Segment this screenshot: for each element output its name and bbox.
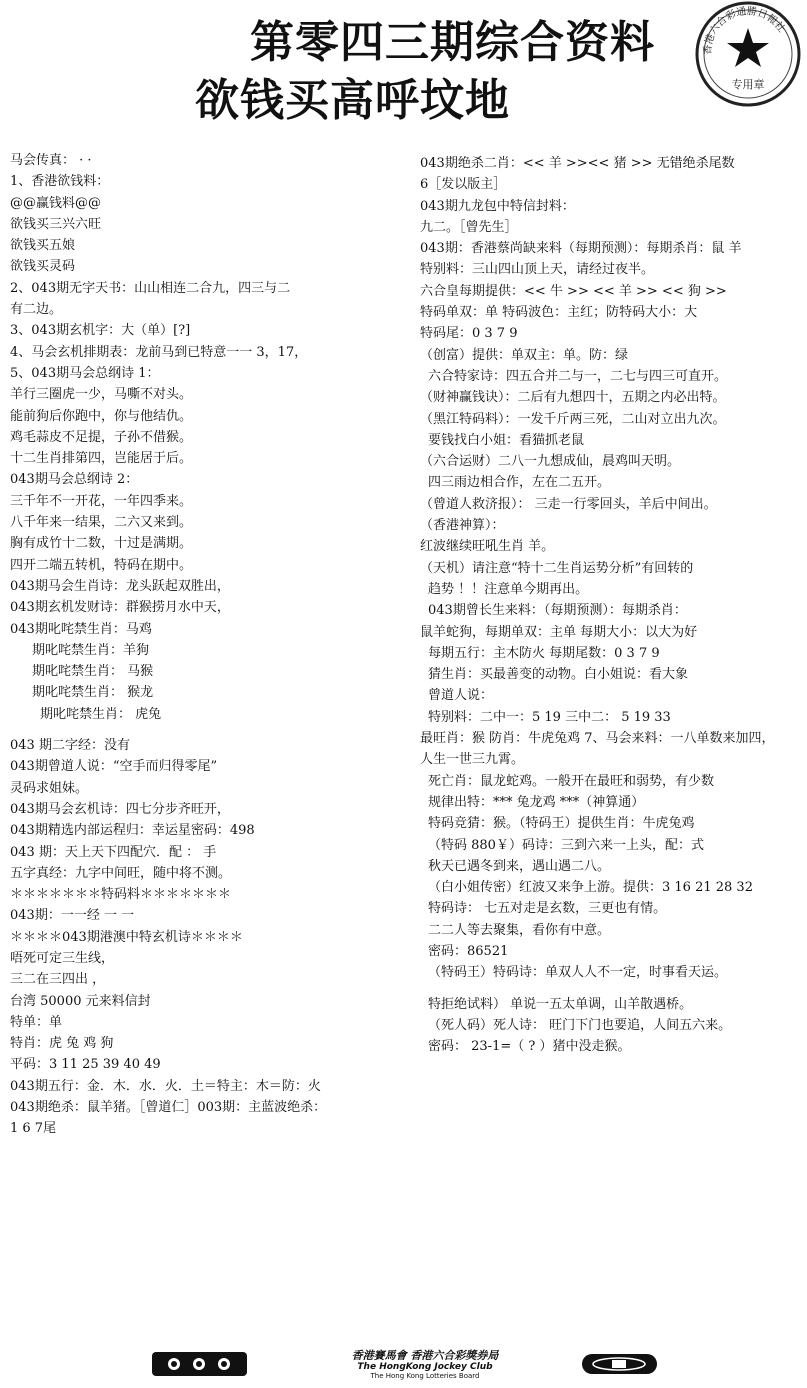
text-line: 期叱咤禁生肖：羊狗 bbox=[32, 642, 150, 658]
page-title: 第零四三期综合资料 bbox=[250, 17, 655, 68]
text-line: （特码 880￥）码诗：三到六来一上头，配：式 bbox=[428, 837, 704, 853]
star-icon bbox=[727, 28, 769, 67]
spacer bbox=[10, 725, 405, 735]
lotteries-logo-icon bbox=[152, 1352, 247, 1376]
text-line: 密码： 23-1=（ ? ）猪中没走猴。 bbox=[428, 1039, 631, 1055]
text-line: 六合特家诗：四五合并二与一，二七与四三可直开。 bbox=[428, 368, 728, 384]
text-line: 四开二端五转机，特码在期中。 bbox=[10, 557, 193, 573]
text-line: 特码尾：0 3 7 9 bbox=[420, 326, 518, 342]
text-line: 期叱咤禁生肖： 猴龙 bbox=[32, 685, 154, 701]
text-line: 特别料：三山四山顶上天，请经过夜半。 bbox=[420, 262, 655, 278]
text-line: 九二。［曾先生］ bbox=[420, 219, 518, 235]
text-line: 043期玄机发财诗：群猴捞月水中天， bbox=[10, 600, 230, 616]
text-line: 欲钱买五娘 bbox=[10, 238, 76, 254]
text-line: 特码诗： 七五对走是玄数，三更也有情。 bbox=[428, 901, 667, 917]
text-line: 043期五行：金．木．水．火．土＝特主：木＝防：火 bbox=[10, 1078, 321, 1094]
text-line: 每期五行：主木防火 每期尾数：0 3 7 9 bbox=[428, 645, 660, 661]
page-subtitle: 欲钱买高呼坟地 bbox=[195, 75, 510, 126]
text-line: 043期曾长生来料：（每期预测）：每期杀肖： bbox=[428, 603, 687, 619]
text-line: 鼠羊蛇狗，每期单双：主单 每期大小：以大为好 bbox=[420, 624, 698, 640]
text-line: 台湾 50000 元来料信封 bbox=[10, 993, 151, 1009]
text-line: 猜生肖：买最善变的动物。白小姐说：看大象 bbox=[428, 667, 689, 683]
text-line: 特拒绝试料） 单说一五太单调，山羊散遇桥。 bbox=[428, 996, 693, 1012]
text-line: 人生一世三九霄。 bbox=[420, 752, 525, 768]
text-line: 3、043期玄机字：大（单）[?] bbox=[10, 323, 191, 339]
footer-cn: 香港賽馬會 香港六合彩獎券局 bbox=[351, 1349, 499, 1362]
text-line: 043期曾道人说：“空手而归得零尾” bbox=[10, 759, 218, 775]
text-line: 特肖：虎 兔 鸡 狗 bbox=[10, 1036, 114, 1052]
text-line: 红波继续旺吼生肖 羊。 bbox=[420, 539, 555, 555]
text-line: 羊行三圈虎一少，马嘶不对头。 bbox=[10, 387, 193, 403]
text-line: 043 期二字经：没有 bbox=[10, 738, 130, 754]
text-line: 四三雨边相合作，左在二五开。 bbox=[428, 475, 611, 491]
text-line: （天机）请注意“特十二生肖运势分析”有回转的 bbox=[420, 560, 694, 576]
text-line: 密码：86521 bbox=[428, 943, 509, 959]
text-line: 043期：香港蔡尚缺来料（每期预测）：每期杀肖：鼠 羊 bbox=[420, 241, 742, 257]
text-line: 欲钱买三兴六旺 bbox=[10, 216, 102, 232]
text-line: ＊＊＊＊043期港澳中特玄机诗＊＊＊＊ bbox=[10, 929, 243, 945]
text-line: 二二人等去聚集，看你有中意。 bbox=[428, 922, 611, 938]
text-line: 1 6 7尾 bbox=[10, 1121, 57, 1137]
text-line: （白小姐传密）红波又来争上游。提供：3 16 21 28 32 bbox=[428, 880, 753, 896]
footer bbox=[0, 1350, 807, 1380]
text-line: 043期马会生肖诗：龙头跃起双胜出， bbox=[10, 578, 230, 594]
text-line: 最旺肖：猴 防肖：牛虎兔鸡 7、马会来料：一八单数来加四， bbox=[420, 731, 775, 747]
text-line: 043 期：天上天下四配穴．配 ： 手 bbox=[10, 844, 217, 860]
text-line: 有二边。 bbox=[10, 302, 63, 318]
text-line: （特码王）特码诗：单双人人不一定，时事看天运。 bbox=[428, 965, 728, 981]
text-line: 1、香港欲钱料： bbox=[10, 174, 110, 190]
text-line: （财神赢钱诀）：二后有九想四十，五期之内必出特。 bbox=[420, 390, 726, 406]
text-line: 三千年不一开花，一年四季来。 bbox=[10, 493, 193, 509]
text-line: 2、043期无字天书：山山相连二合九，四三与二 bbox=[10, 280, 291, 296]
text-line: （创富）提供：单双主：单。防：绿 bbox=[420, 347, 629, 363]
text-line: 043期：一一经 一 一 bbox=[10, 908, 135, 924]
text-line: 能前狗后你跑中，你与他结仇。 bbox=[10, 408, 193, 424]
text-line: 043期马会玄机诗：四七分步齐旺开， bbox=[10, 801, 230, 817]
text-line: 特单：单 bbox=[10, 1014, 63, 1030]
left-column bbox=[10, 150, 405, 1140]
text-line: 秋天已遇冬到来，遇山遇二八。 bbox=[428, 858, 611, 874]
text-line: 灵码求姐妹。 bbox=[10, 780, 89, 796]
text-line: 唔死可定三生线， bbox=[10, 950, 115, 966]
footer-en2: The Hong Kong Lotteries Board bbox=[370, 1372, 480, 1380]
text-line: 规律出特：*** 兔龙鸡 ***（神算通） bbox=[428, 794, 645, 810]
text-line: 043期绝杀：鼠羊猪。［曾道仁］003期：主蓝波绝杀： bbox=[10, 1100, 327, 1116]
text-line: 特码单双：单 特码波色：主红；防特码大小：大 bbox=[420, 305, 698, 321]
text-line: 特别料：二中一：5 19 三中二： 5 19 33 bbox=[428, 709, 671, 725]
text-line: 043期叱咤禁生肖：马鸡 bbox=[10, 621, 152, 637]
right-column bbox=[420, 153, 805, 1057]
text-line: 胸有成竹十二数，十过是满期。 bbox=[10, 536, 193, 552]
text-line: 三二在三四出 ， bbox=[10, 972, 106, 988]
text-line: 十二生肖排第四，岂能居于后。 bbox=[10, 451, 193, 467]
text-line: 趋势 ！！注意单今期再出。 bbox=[428, 581, 589, 597]
text-line: （六合运财）二八一九想成仙，晨鸡叫天明。 bbox=[420, 454, 681, 470]
text-line: 马会传真： · · bbox=[10, 153, 92, 168]
text-line: 曾道人说： bbox=[428, 688, 494, 704]
official-seal bbox=[694, 0, 802, 108]
footer-en: The HongKong Jockey Club bbox=[357, 1362, 493, 1372]
text-line: 特码竞猜：猴。（特码王）提供生肖：牛虎兔鸡 bbox=[428, 816, 695, 832]
text-line: 043期精选内部运程归：幸运星密码：498 bbox=[10, 823, 255, 839]
text-line: 043期九龙包中特信封料： bbox=[420, 198, 575, 214]
text-line: （死人码）死人诗： 旺门下门也要追，人间五六来。 bbox=[428, 1017, 732, 1033]
text-line: （曾道人救济报）： 三走一行零回头，羊后中间出。 bbox=[420, 496, 717, 512]
text-line: 要钱找白小姐：看猫抓老鼠 bbox=[428, 432, 585, 448]
jockey-club-logo-icon bbox=[582, 1354, 657, 1374]
text-line: 八千年来一结果，二六又来到。 bbox=[10, 515, 193, 531]
text-line: 5、043期马会总纲诗 1： bbox=[10, 365, 160, 381]
seal-bottom-text: 专用章 bbox=[731, 78, 765, 91]
seal-text: 香港六合彩通勝日報社 bbox=[702, 6, 787, 55]
text-line: ＊＊＊＊＊＊＊特码料＊＊＊＊＊＊＊ bbox=[10, 887, 232, 903]
text-line: （香港神算）： bbox=[420, 518, 505, 534]
footer-text bbox=[300, 1350, 550, 1380]
text-line: 6［发以版主］ bbox=[420, 177, 507, 193]
spacer bbox=[420, 984, 805, 994]
text-line: 期叱咤禁生肖： 虎兔 bbox=[40, 706, 162, 722]
text-line: 期叱咤禁生肖： 马猴 bbox=[32, 664, 154, 680]
text-line: 4、马会玄机排期表：龙前马到已特意一一 3，17， bbox=[10, 344, 308, 360]
text-line: @@赢钱料@@ bbox=[10, 195, 102, 211]
text-line: 平码：3 11 25 39 40 49 bbox=[10, 1057, 161, 1073]
text-line: 五字真经：九字中间旺，随中将不测。 bbox=[10, 865, 232, 881]
text-line: 死亡肖：鼠龙蛇鸡。一般开在最旺和弱势，有少数 bbox=[428, 773, 715, 789]
text-line: 欲钱买灵码 bbox=[10, 259, 76, 275]
text-line: 043期马会总纲诗 2： bbox=[10, 472, 139, 488]
text-line: （黑江特码料）：一发千斤两三死，二山对立出九次。 bbox=[420, 411, 726, 427]
text-line: 043期绝杀二肖：<< 羊 >><< 猪 >> 无错绝杀尾数 bbox=[420, 156, 735, 171]
text-line: 鸡毛蒜皮不足提，子孙不借猴。 bbox=[10, 429, 193, 445]
text-line: 六合皇每期提供：<< 牛 >> << 羊 >> << 狗 >> bbox=[420, 283, 727, 299]
